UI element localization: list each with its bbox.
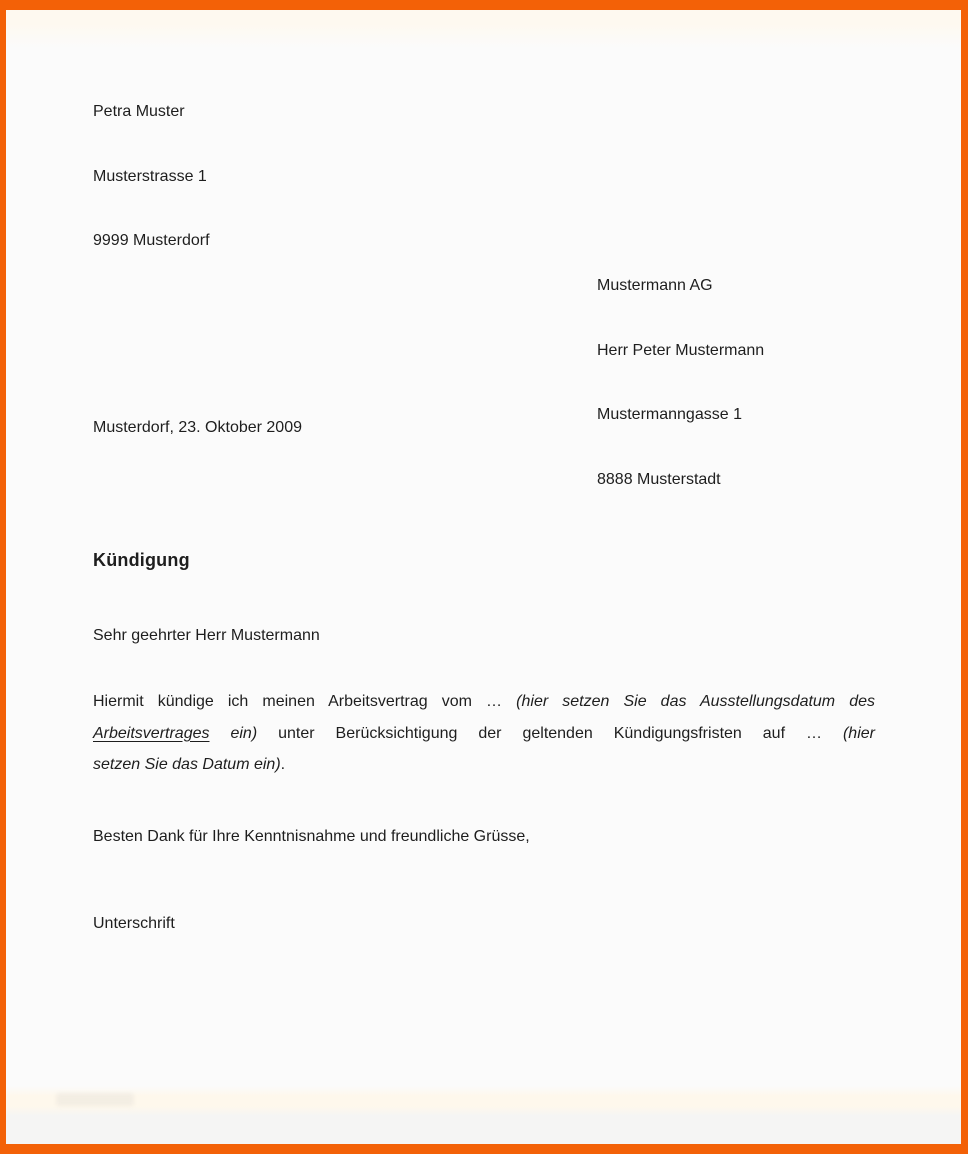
sender-name: Petra Muster: [93, 103, 185, 120]
body-line-3: [93, 749, 875, 781]
subject-heading: Kündigung: [93, 550, 190, 570]
recipient-city: 8888 Musterstadt: [597, 470, 721, 488]
body-line-2-regular: unter Berücksichtigung der geltenden Kündigungsfristen auf …: [278, 724, 822, 742]
recipient-address: [597, 232, 764, 533]
recipient-name: Herr Peter Mustermann: [597, 341, 765, 359]
recipient-street: Mustermanngasse 1: [597, 406, 742, 423]
recipient-company: Mustermann AG: [597, 277, 713, 294]
body-line-2-italic-tail: (hier: [842, 724, 875, 742]
letter-paper: [6, 10, 961, 1144]
body-line-3-period: .: [280, 756, 286, 773]
sender-address: [93, 58, 210, 295]
date-line: Musterdorf, 23. Oktober 2009: [93, 419, 302, 436]
body-paragraph: [93, 686, 875, 781]
body-line-2: [93, 718, 875, 750]
signature-label: Unterschrift: [93, 915, 175, 932]
body-line-1-italic: (hier setzen Sie das Ausstellungsdatum des: [516, 693, 876, 710]
body-line-1: [93, 686, 875, 718]
closing-line: Besten Dank für Ihre Kenntnisnahme und freundliche Grüsse,: [93, 828, 530, 845]
body-line-2-italic: ein): [230, 724, 258, 742]
sender-street: Musterstrasse 1: [93, 167, 207, 185]
body-line-1-regular: Hiermit kündige ich meinen Arbeitsvertrag vom …: [93, 693, 503, 710]
faint-watermark: [56, 1093, 134, 1106]
body-line-3-italic: setzen Sie das Datum ein): [93, 756, 281, 773]
body-line-2-underlined: Arbeitsvertrages: [93, 724, 210, 742]
sender-city: 9999 Musterdorf: [93, 232, 210, 249]
salutation: Sehr geehrter Herr Mustermann: [93, 627, 320, 644]
